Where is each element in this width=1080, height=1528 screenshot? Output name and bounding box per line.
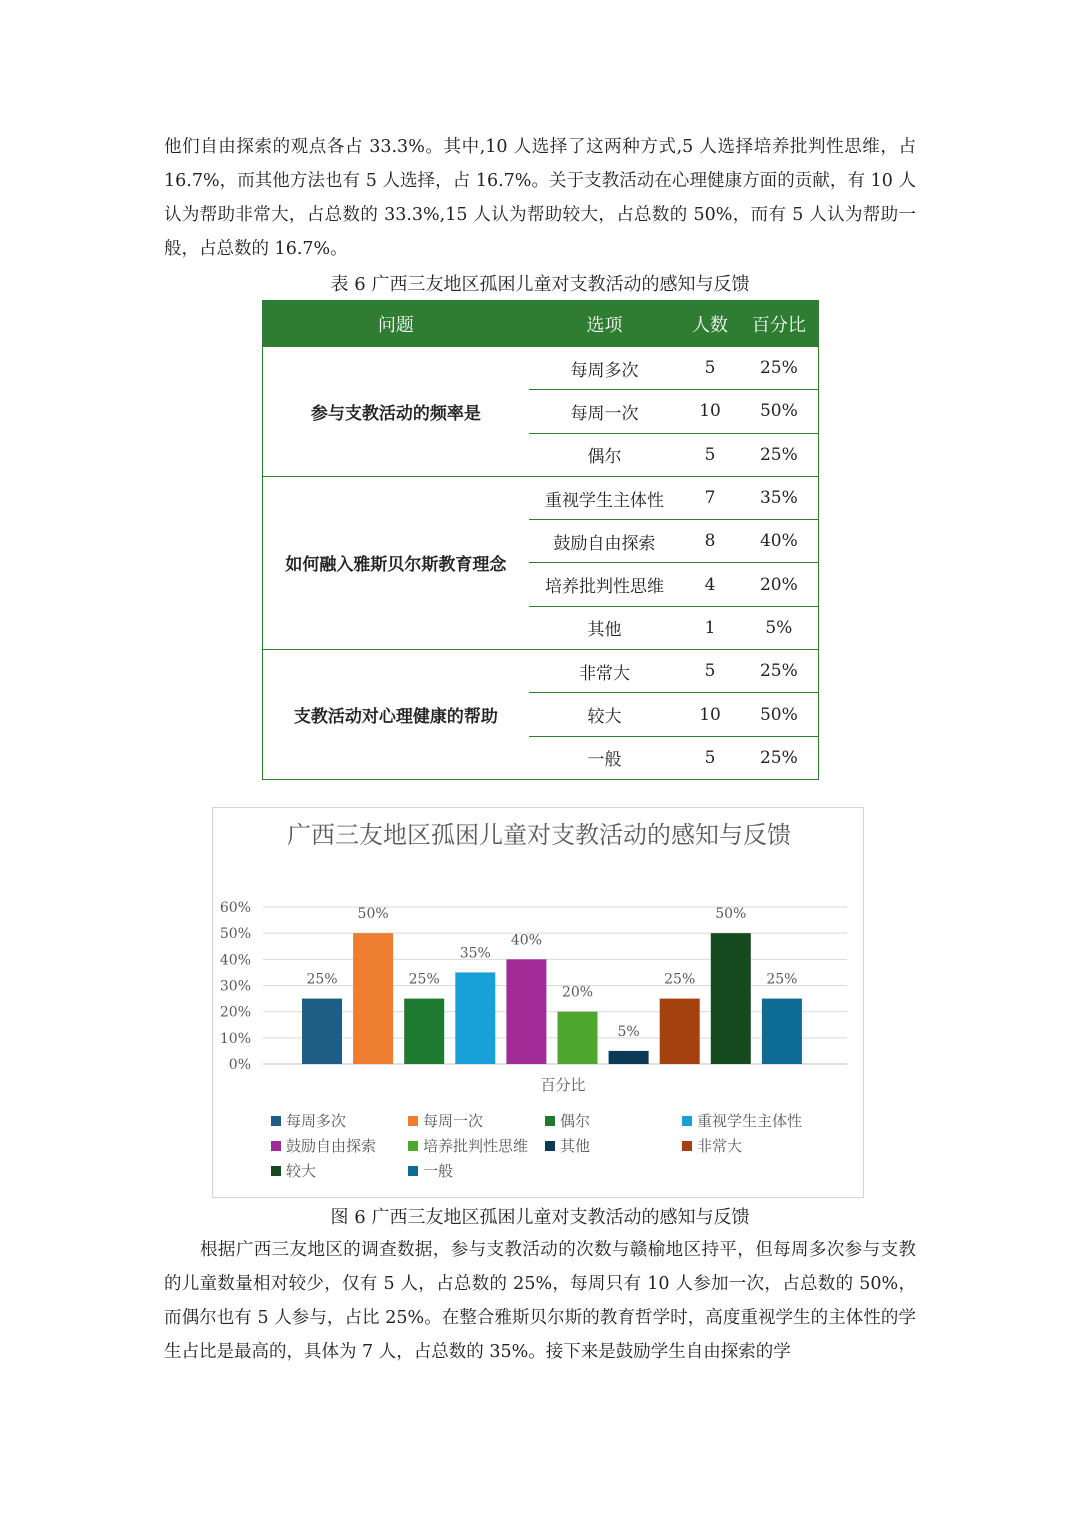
option-cell: 重视学生主体性 — [529, 476, 681, 519]
legend-label: 非常大 — [697, 1137, 743, 1155]
y-tick-label: 60% — [219, 900, 251, 916]
option-cell: 每周多次 — [529, 347, 681, 390]
table-6 — [262, 300, 819, 780]
table-caption: 表 6 广西三友地区孤困儿童对支教活动的感知与反馈 — [330, 274, 750, 295]
count-cell: 5 — [680, 433, 739, 476]
legend-swatch — [682, 1116, 692, 1126]
header-percent: 百分比 — [740, 301, 819, 348]
legend-swatch — [545, 1141, 555, 1151]
legend-swatch — [408, 1116, 418, 1126]
legend-item — [682, 1110, 802, 1131]
bar — [302, 999, 342, 1064]
y-tick-label: 50% — [219, 926, 251, 943]
option-cell: 偶尔 — [529, 433, 681, 476]
option-cell: 一般 — [529, 736, 681, 779]
data-label: 25% — [766, 971, 798, 988]
data-label: 5% — [617, 1023, 640, 1040]
table-row — [263, 476, 819, 519]
header-option: 选项 — [529, 301, 681, 348]
percent-cell: 25% — [740, 347, 819, 390]
legend-item — [408, 1110, 483, 1131]
figure-caption: 图 6 广西三友地区孤困儿童对支教活动的感知与反馈 — [330, 1207, 750, 1228]
bar — [609, 1051, 649, 1064]
percent-cell: 25% — [740, 433, 819, 476]
legend-label: 每周一次 — [423, 1112, 484, 1130]
option-cell: 非常大 — [529, 650, 681, 693]
count-cell: 1 — [680, 606, 739, 649]
legend-swatch — [408, 1141, 418, 1151]
legend-item — [682, 1135, 742, 1156]
percent-cell: 25% — [740, 736, 819, 779]
option-cell: 较大 — [529, 693, 681, 736]
x-axis-label: 百分比 — [540, 1076, 586, 1094]
y-tick-label: 20% — [219, 1004, 251, 1021]
legend-swatch — [545, 1116, 555, 1126]
legend-label: 一般 — [423, 1162, 454, 1180]
chart-title: 广西三友地区孤困儿童对支教活动的感知与反馈 — [287, 821, 791, 849]
data-label: 25% — [408, 971, 440, 988]
header-count: 人数 — [680, 301, 739, 348]
question-cell: 支教活动对心理健康的帮助 — [263, 650, 529, 780]
legend-label: 偶尔 — [560, 1112, 591, 1130]
count-cell: 5 — [680, 650, 739, 693]
data-label: 35% — [459, 945, 491, 962]
count-cell: 7 — [680, 476, 739, 519]
count-cell: 5 — [680, 736, 739, 779]
bar — [711, 933, 751, 1064]
option-cell: 每周一次 — [529, 390, 681, 433]
question-cell: 参与支教活动的频率是 — [263, 347, 529, 476]
legend-swatch — [408, 1166, 418, 1176]
y-tick-label: 40% — [219, 952, 251, 969]
count-cell: 10 — [680, 390, 739, 433]
table-header-row — [263, 301, 819, 348]
legend-label: 较大 — [286, 1162, 317, 1180]
legend-item — [545, 1135, 590, 1156]
count-cell: 8 — [680, 520, 739, 563]
data-label: 25% — [306, 971, 338, 988]
bar-chart — [212, 807, 864, 1198]
legend-item — [545, 1110, 590, 1131]
data-label: 25% — [664, 971, 696, 988]
percent-cell: 5% — [740, 606, 819, 649]
percent-cell: 50% — [740, 390, 819, 433]
legend-item — [408, 1160, 453, 1181]
y-tick-label: 0% — [228, 1057, 251, 1073]
bar — [762, 999, 802, 1064]
legend-label: 鼓励自由探索 — [286, 1137, 377, 1155]
y-tick-label: 30% — [219, 978, 251, 995]
bar — [353, 933, 393, 1064]
legend-item — [271, 1110, 346, 1131]
bar — [404, 999, 444, 1064]
legend-swatch — [271, 1141, 281, 1151]
bar — [558, 1012, 598, 1064]
body-paragraph-bottom: 根据广西三友地区的调查数据，参与支教活动的次数与赣榆地区持平，但每周多次参与支教的儿童数量相对较少，仅有 5 人，占总数的 25%，每周只有 10 人参加一次，占总数的 50%，而偶尔也有 5 人参与，占比 25%。在整合雅斯贝尔斯的教育哲学时，高度重视学生的主体性的学生占比是最高的，具体为 7 人，占总数的 35%。接下来是鼓励学生自由探索的学 — [164, 1240, 916, 1362]
bar — [660, 999, 700, 1064]
percent-cell: 40% — [740, 520, 819, 563]
option-cell: 鼓励自由探索 — [529, 520, 681, 563]
percent-cell: 50% — [740, 693, 819, 736]
data-label: 50% — [715, 906, 747, 923]
legend-item — [271, 1160, 316, 1181]
count-cell: 10 — [680, 693, 739, 736]
body-paragraph-top: 他们自由探索的观点各占 33.3%。其中,10 人选择了这两种方式,5 人选择培养批判性思维，占 16.7%，而其他方法也有 5 人选择，占 16.7%。关于支教活动在心理健康方面的贡献，有 10 人认为帮助非常大，占总数的 33.3%,15 人认为帮助较大，占总数的 50%，而有 5 人认为帮助一般，占总数的 16.7%。 — [164, 137, 916, 259]
table-row — [263, 347, 819, 390]
count-cell: 5 — [680, 347, 739, 390]
legend-swatch — [682, 1141, 692, 1151]
legend-item — [408, 1135, 528, 1156]
data-label: 20% — [561, 984, 594, 1001]
y-tick-label: 10% — [219, 1030, 251, 1047]
header-question: 问题 — [263, 301, 529, 348]
percent-cell: 25% — [740, 650, 819, 693]
legend-label: 培养批判性思维 — [423, 1137, 529, 1155]
count-cell: 4 — [680, 563, 739, 606]
percent-cell: 20% — [740, 563, 819, 606]
legend-swatch — [271, 1116, 281, 1126]
question-cell: 如何融入雅斯贝尔斯教育理念 — [263, 476, 529, 649]
chart-plot — [213, 808, 863, 1108]
legend-item — [271, 1135, 376, 1156]
table-row — [263, 650, 819, 693]
option-cell: 培养批判性思维 — [529, 563, 681, 606]
legend-label: 其他 — [560, 1137, 591, 1155]
legend-swatch — [271, 1166, 281, 1176]
bar — [455, 972, 495, 1064]
data-label: 50% — [357, 906, 389, 923]
legend-label: 每周多次 — [286, 1112, 347, 1130]
data-label: 40% — [510, 932, 542, 949]
legend-label: 重视学生主体性 — [697, 1112, 803, 1130]
percent-cell: 35% — [740, 476, 819, 519]
bar — [506, 959, 546, 1064]
option-cell: 其他 — [529, 606, 681, 649]
